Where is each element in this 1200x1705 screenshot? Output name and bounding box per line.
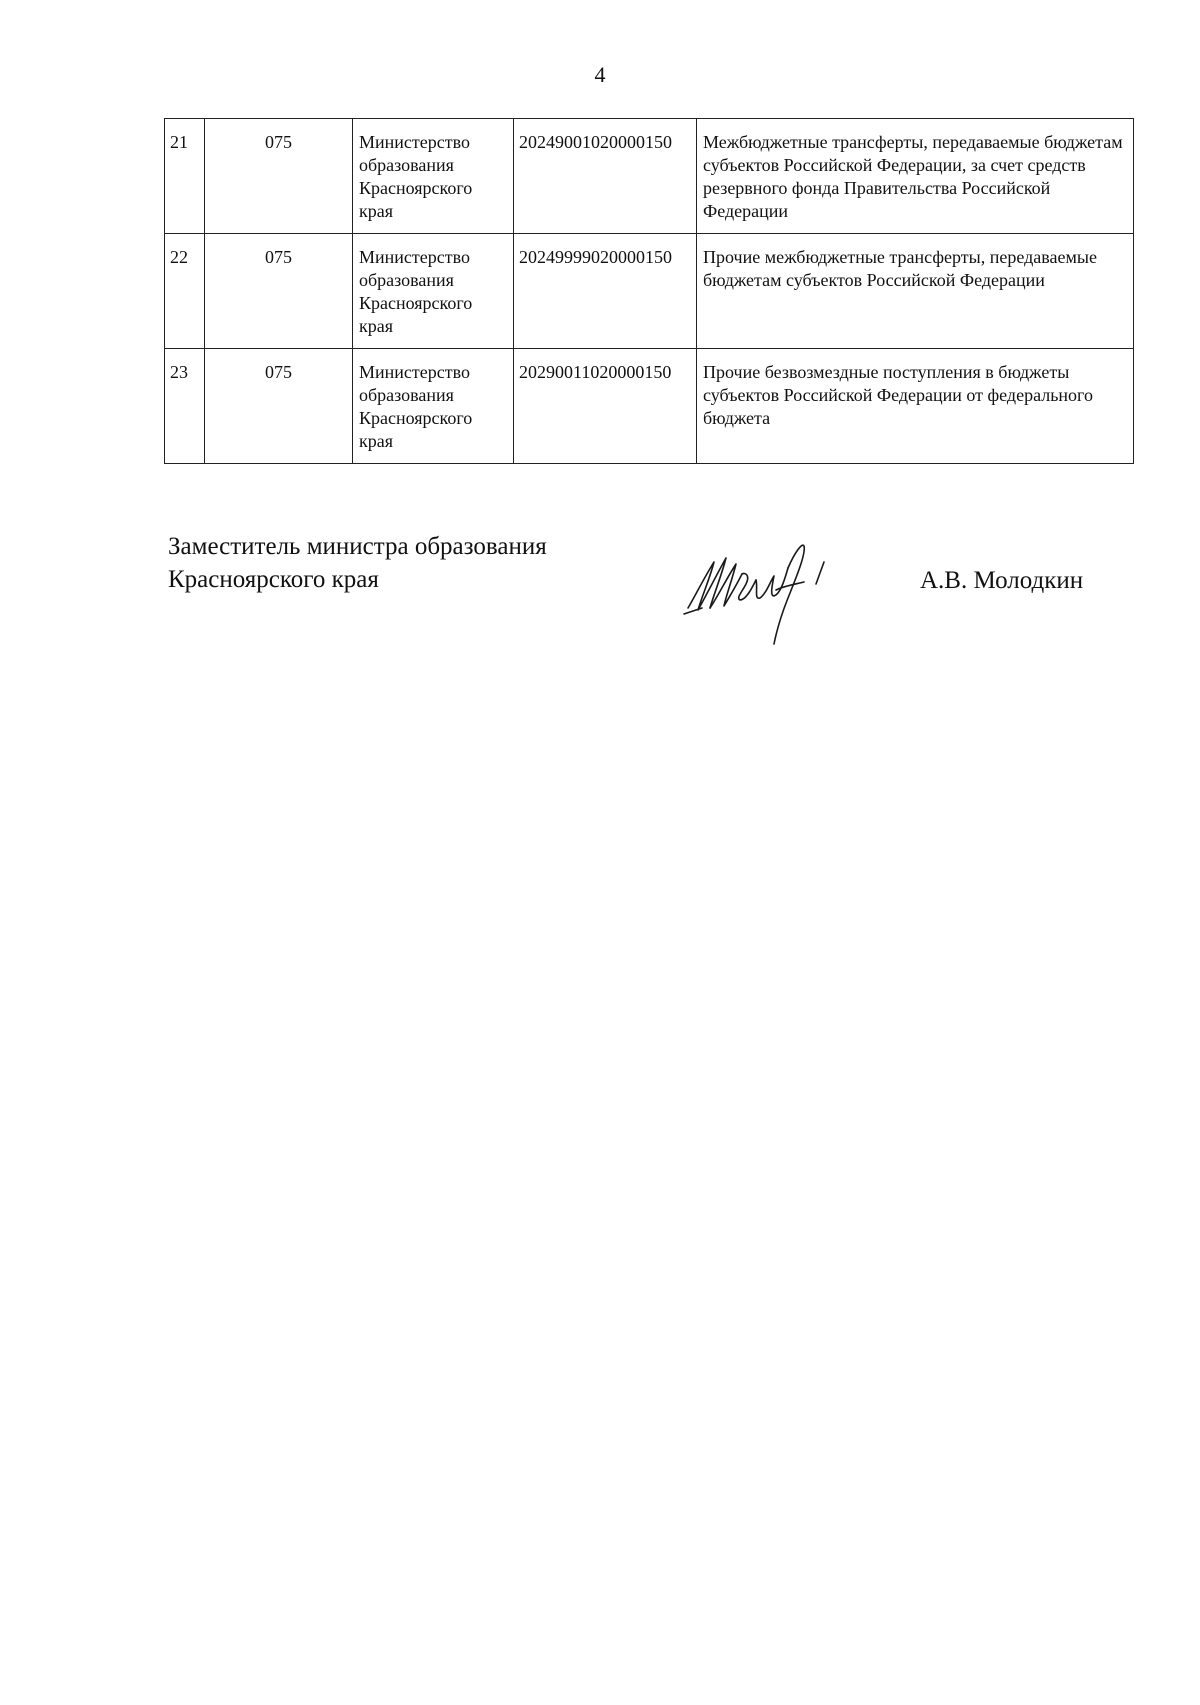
code-description: Межбюджетные трансферты, передаваемые бюджетам субъектов Российской Федерации, за счет средств резервного фонда Правительства Российской Федерации [697, 119, 1134, 234]
row-number: 23 [165, 349, 205, 464]
budget-codes-table [164, 118, 1134, 464]
admin-code: 075 [205, 234, 353, 349]
handwritten-signature [680, 538, 860, 648]
budget-code: 20249999020000150 [514, 234, 697, 349]
code-description: Прочие безвозмездные поступления в бюджеты субъектов Российской Федерации от федерального бюджета [697, 349, 1134, 464]
page-number: 4 [594, 62, 606, 87]
signatory-position-line-2: Красноярского края [168, 566, 379, 593]
budget-code: 20290011020000150 [514, 349, 697, 464]
budget-code: 20249001020000150 [514, 119, 697, 234]
code-description: Прочие межбюджетные трансферты, передаваемые бюджетам субъектов Российской Федерации [697, 234, 1134, 349]
signatory-position-line-1: Заместитель министра образования [168, 533, 547, 560]
table-row [165, 119, 1134, 234]
table-row [165, 234, 1134, 349]
table-row [165, 349, 1134, 464]
signatory-name: А.В. Молодкин [920, 567, 1084, 594]
signatory-position [168, 530, 547, 596]
admin-code: 075 [205, 349, 353, 464]
admin-name: Министерство образования Красноярского края [353, 234, 514, 349]
admin-name: Министерство образования Красноярского края [353, 349, 514, 464]
admin-name: Министерство образования Красноярского края [353, 119, 514, 234]
admin-code: 075 [205, 119, 353, 234]
row-number: 21 [165, 119, 205, 234]
row-number: 22 [165, 234, 205, 349]
